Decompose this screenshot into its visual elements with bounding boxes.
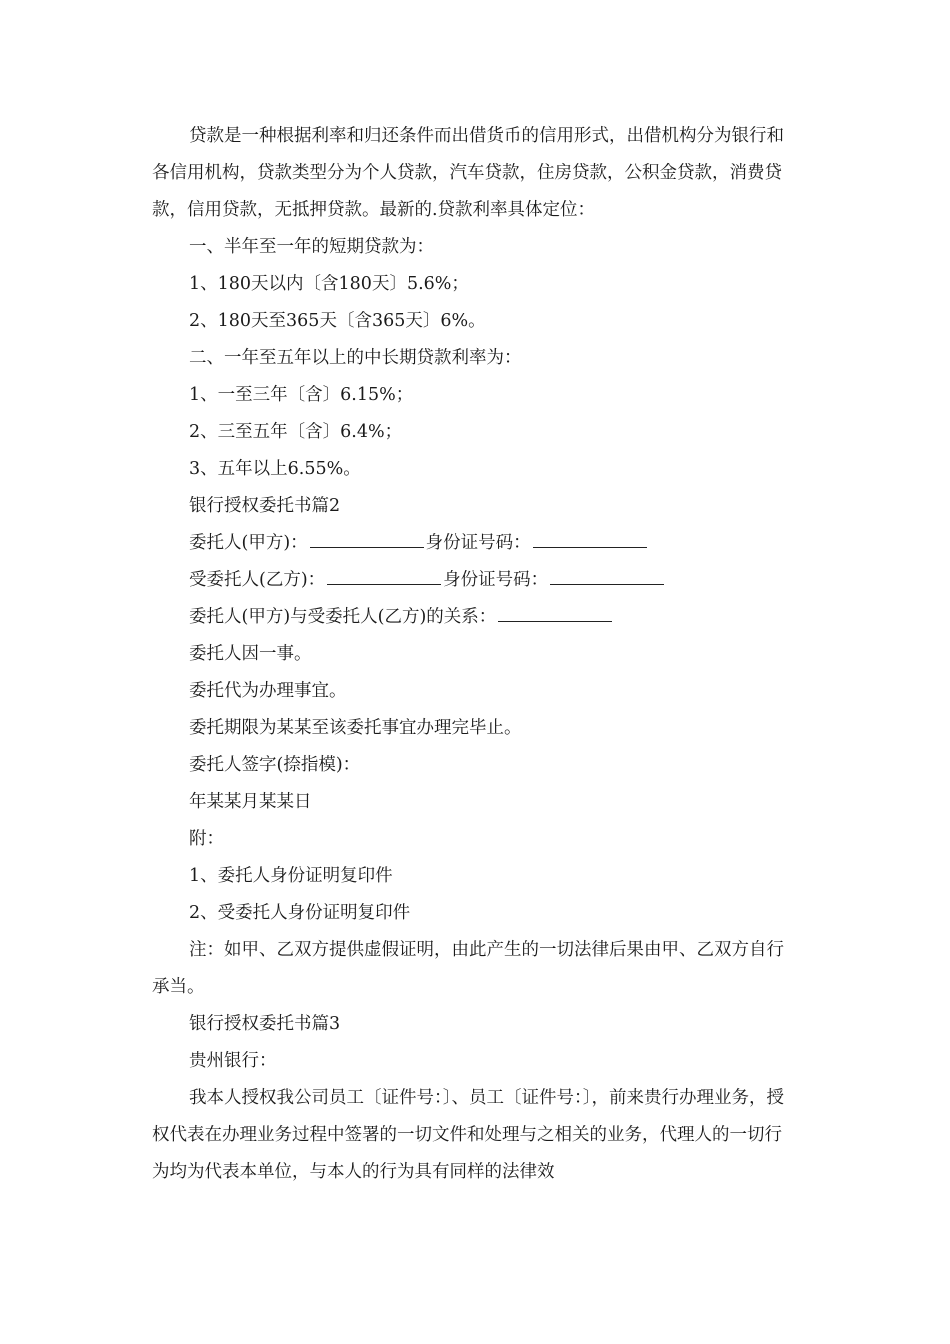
agent-id-blank [550, 562, 664, 585]
principal-line [152, 525, 786, 562]
section-title-3: 银行授权委托书篇3 [189, 1014, 341, 1034]
principal-name-blank [310, 525, 424, 548]
agent-line [152, 562, 786, 599]
relation-blank [498, 599, 612, 622]
attachment-heading: 附： [189, 829, 224, 849]
list-item-short-term-1: 1、180天以内〔含180天〕5.6%； [189, 274, 469, 294]
principal-label: 委托人(甲方)： [189, 533, 308, 553]
list-item-long-term-1: 1、一至三年〔含〕6.15%； [189, 385, 414, 405]
paragraph-reason: 委托人因一事。 [189, 644, 312, 664]
paragraph-matter: 委托代为办理事宜。 [189, 681, 347, 701]
principal-id-blank [533, 525, 647, 548]
document-body [152, 118, 786, 1191]
list-item-short-term-2: 2、180天至365天〔含365天〕6%。 [189, 311, 486, 331]
paragraph-date: 年某某月某某日 [189, 792, 312, 812]
paragraph-signature: 委托人签字(捺指模)： [189, 755, 361, 775]
attachment-item-2: 2、受委托人身份证明复印件 [189, 903, 411, 923]
agent-id-label: 身份证号码： [443, 570, 549, 590]
paragraph-intro: 贷款是一种根据利率和归还条件而出借货币的信用形式，出借机构分为银行和各信用机构，贷款类型分为个人贷款，汽车贷款，住房贷款，公积金贷款，消费贷款，信用贷款，无抵押贷款。最新的.贷款利率具体定位： [152, 126, 784, 220]
agent-name-blank [327, 562, 441, 585]
paragraph-addressee: 贵州银行： [189, 1051, 277, 1071]
agent-label: 受委托人(乙方)： [189, 570, 326, 590]
attachment-item-1: 1、委托人身份证明复印件 [189, 866, 393, 886]
list-item-long-term-2: 2、三至五年〔含〕6.4%； [189, 422, 403, 442]
relation-label: 委托人(甲方)与受委托人(乙方)的关系： [189, 607, 497, 627]
list-item-long-term-3: 3、五年以上6.55%。 [189, 459, 361, 479]
paragraph-period: 委托期限为某某至该委托事宜办理完毕止。 [189, 718, 522, 738]
paragraph-note: 注：如甲、乙双方提供虚假证明，由此产生的一切法律后果由甲、乙双方自行承当。 [152, 940, 784, 997]
heading-long-term: 二、一年至五年以上的中长期贷款利率为： [189, 348, 522, 368]
heading-short-term: 一、半年至一年的短期贷款为： [189, 237, 434, 257]
paragraph-authorization: 我本人授权我公司员工〔证件号：〕、员工〔证件号：〕，前来贵行办理业务，授权代表在办理业务过程中签署的一切文件和处理与之相关的业务，代理人的一切行为均为代表本单位，与本人的行为具有同样的法律效 [152, 1088, 784, 1182]
section-title-2: 银行授权委托书篇2 [189, 496, 341, 516]
relation-line [152, 599, 786, 636]
principal-id-label: 身份证号码： [425, 533, 531, 553]
